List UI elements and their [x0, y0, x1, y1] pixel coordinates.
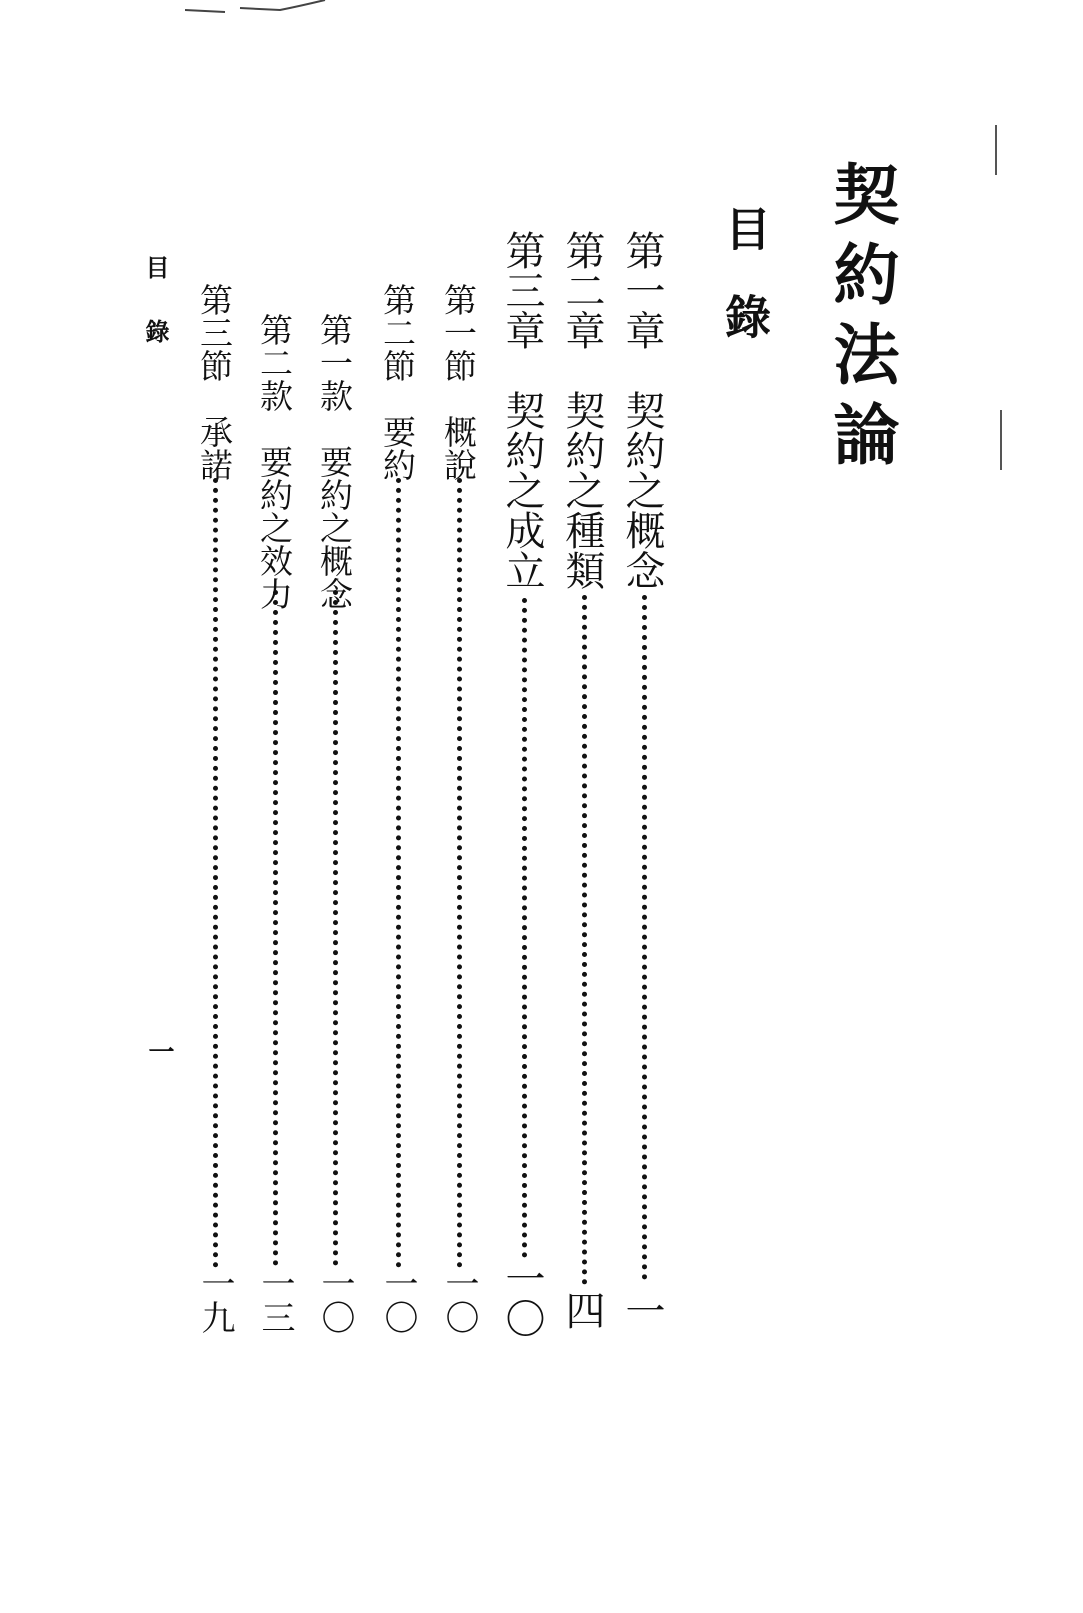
dot-leader: [457, 478, 462, 1268]
edge-mark: [995, 125, 997, 175]
toc-entry-label: 第三節 承諾: [195, 283, 234, 481]
toc-entry-page: 一〇: [499, 1258, 545, 1338]
dot-leader: [213, 478, 218, 1268]
toc-entry-label: 第二節 要約: [378, 283, 417, 481]
edge-mark: [1000, 410, 1002, 470]
toc-entry-label: 第一章 契約之概念: [619, 230, 665, 590]
dot-leader: [582, 595, 587, 1285]
scan-artifact-mark: [185, 0, 335, 30]
dot-leader: [273, 590, 278, 1266]
dot-leader: [522, 598, 527, 1258]
toc-entry-label: 第一款 要約之概念: [315, 313, 354, 610]
folio-page-number: 一: [144, 1038, 174, 1064]
dot-leader: [642, 595, 647, 1280]
toc-entry-page: 一〇: [315, 1266, 355, 1334]
toc-entry-label: 第二款 要約之效力: [255, 313, 294, 610]
toc-entry-page: 四: [559, 1290, 605, 1330]
toc-entry-page: 一三: [255, 1266, 295, 1334]
dot-leader: [396, 478, 401, 1268]
running-head: 目錄: [141, 255, 170, 383]
book-title: 契約法論: [822, 160, 900, 480]
toc-entry-page: 一〇: [439, 1266, 479, 1334]
toc-entry-label: 第一節 概說: [439, 283, 478, 481]
toc-entry-page: 一〇: [378, 1266, 418, 1334]
toc-entry-label: 第二章 契約之種類: [559, 230, 605, 590]
toc-entry-page: 一: [619, 1290, 665, 1330]
dot-leader: [333, 590, 338, 1266]
toc-entry-label: 第三章 契約之成立: [499, 230, 545, 590]
toc-entry-page: 一九: [195, 1266, 235, 1334]
toc-heading: 目錄: [718, 205, 772, 381]
